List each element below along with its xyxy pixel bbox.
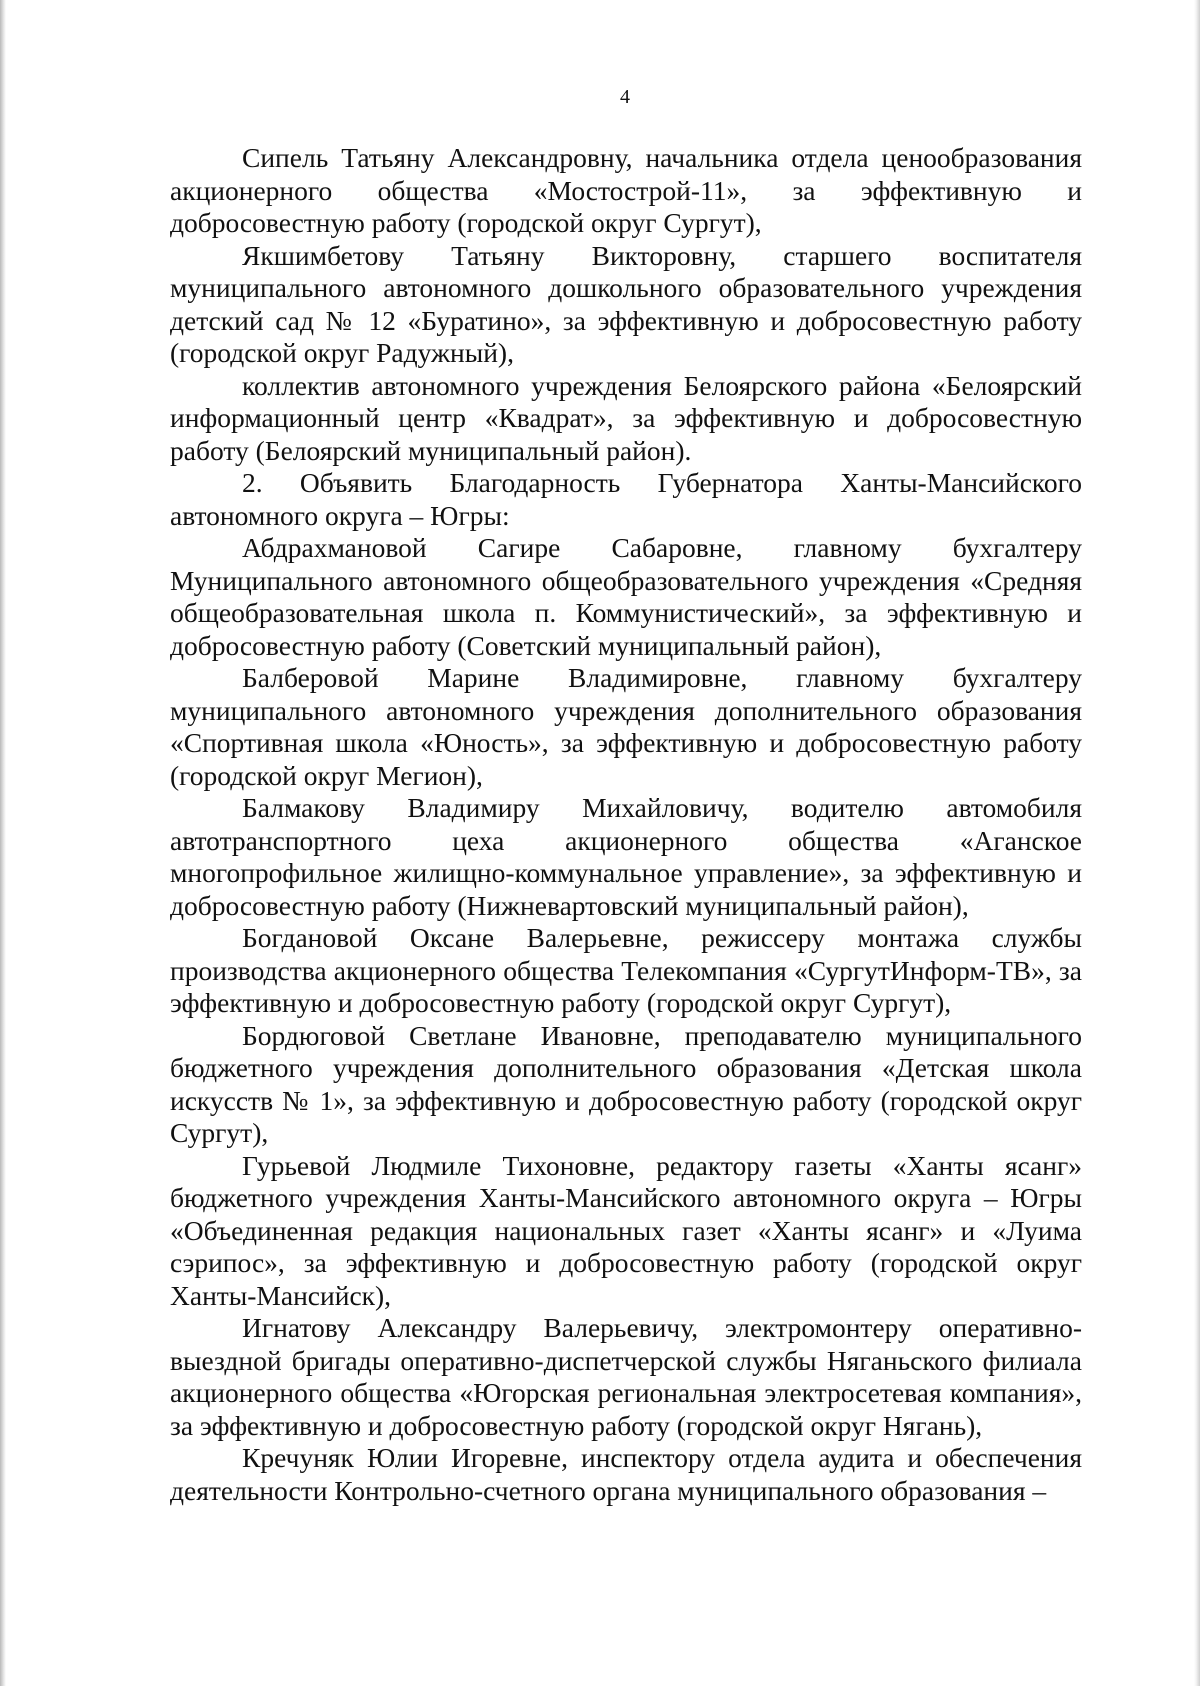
- paragraph-balmakov: Балмакову Владимиру Михайловичу, водителю автомобиля автотранспортного цеха акционерного общества «Аганское многопрофильное жилищно-коммунальное управление», за эффективную и добросовестную работу (Нижневартовский муниципальный район),: [170, 792, 1082, 921]
- paragraph-kollektiv-kvadrat: коллектив автономного учреждения Белоярского района «Белоярский информационный центр «Квадрат», за эффективную и добросовестную работу (Белоярский муниципальный район).: [170, 369, 1082, 466]
- scan-edge-right: [1194, 0, 1200, 1686]
- page-number: 4: [620, 86, 630, 108]
- paragraph-bordyugova: Бордюговой Светлане Ивановне, преподавателю муниципального бюджетного учреждения дополнительного образования «Детская школа искусств № 1», за эффективную и добросовестную работу (городской округ Сургут),: [170, 1019, 1082, 1148]
- document-body: [170, 142, 1082, 1507]
- paragraph-krechunyak: Кречуняк Юлии Игоревне, инспектору отдела аудита и обеспечения деятельности Контрольно-счетного органа муниципального образования –: [170, 1442, 1082, 1506]
- scan-edge-left: [0, 0, 6, 1686]
- paragraph-abdrakhmanova: Абдрахмановой Сагире Сабаровне, главному бухгалтеру Муниципального автономного общеобразовательного учреждения «Средняя общеобразовательная школа п. Коммунистический», за эффективную и добросовестную работу (Советский муниципальный район),: [170, 532, 1082, 661]
- paragraph-section-2-heading: 2. Объявить Благодарность Губернатора Ханты-Мансийского автономного округа – Югры:: [170, 467, 1082, 531]
- paragraph-balberova: Балберовой Марине Владимировне, главному бухгалтеру муниципального автономного учреждения дополнительного образования «Спортивная школа «Юность», за эффективную и добросовестную работу (городской округ Мегион),: [170, 662, 1082, 791]
- paragraph-yakshimbetova: Якшимбетову Татьяну Викторовну, старшего воспитателя муниципального автономного дошкольного образовательного учреждения детский сад № 12 «Буратино», за эффективную и добросовестную работу (городской округ Радужный),: [170, 239, 1082, 368]
- paragraph-ignatov: Игнатову Александру Валерьевичу, электромонтеру оперативно-выездной бригады оперативно-диспетчерской службы Няганьского филиала акционерного общества «Югорская региональная электросетевая компания», за эффективную и добросовестную работу (городской округ Нягань),: [170, 1312, 1082, 1441]
- paragraph-bogdanova: Богдановой Оксане Валерьевне, режиссеру монтажа службы производства акционерного общества Телекомпания «СургутИнформ-ТВ», за эффективную и добросовестную работу (городской округ Сургут),: [170, 922, 1082, 1018]
- paragraph-sipel: Сипель Татьяну Александровну, начальника отдела ценообразования акционерного общества «Мостострой-11», за эффективную и добросовестную работу (городской округ Сургут),: [170, 142, 1082, 238]
- paragraph-guryeva: Гурьевой Людмиле Тихоновне, редактору газеты «Ханты ясанг» бюджетного учреждения Ханты-Мансийского автономного округа – Югры «Объединенная редакция национальных газет «Ханты ясанг» и «Луима сэрипос», за эффективную и добросовестную работу (городской округ Ханты-Мансийск),: [170, 1149, 1082, 1311]
